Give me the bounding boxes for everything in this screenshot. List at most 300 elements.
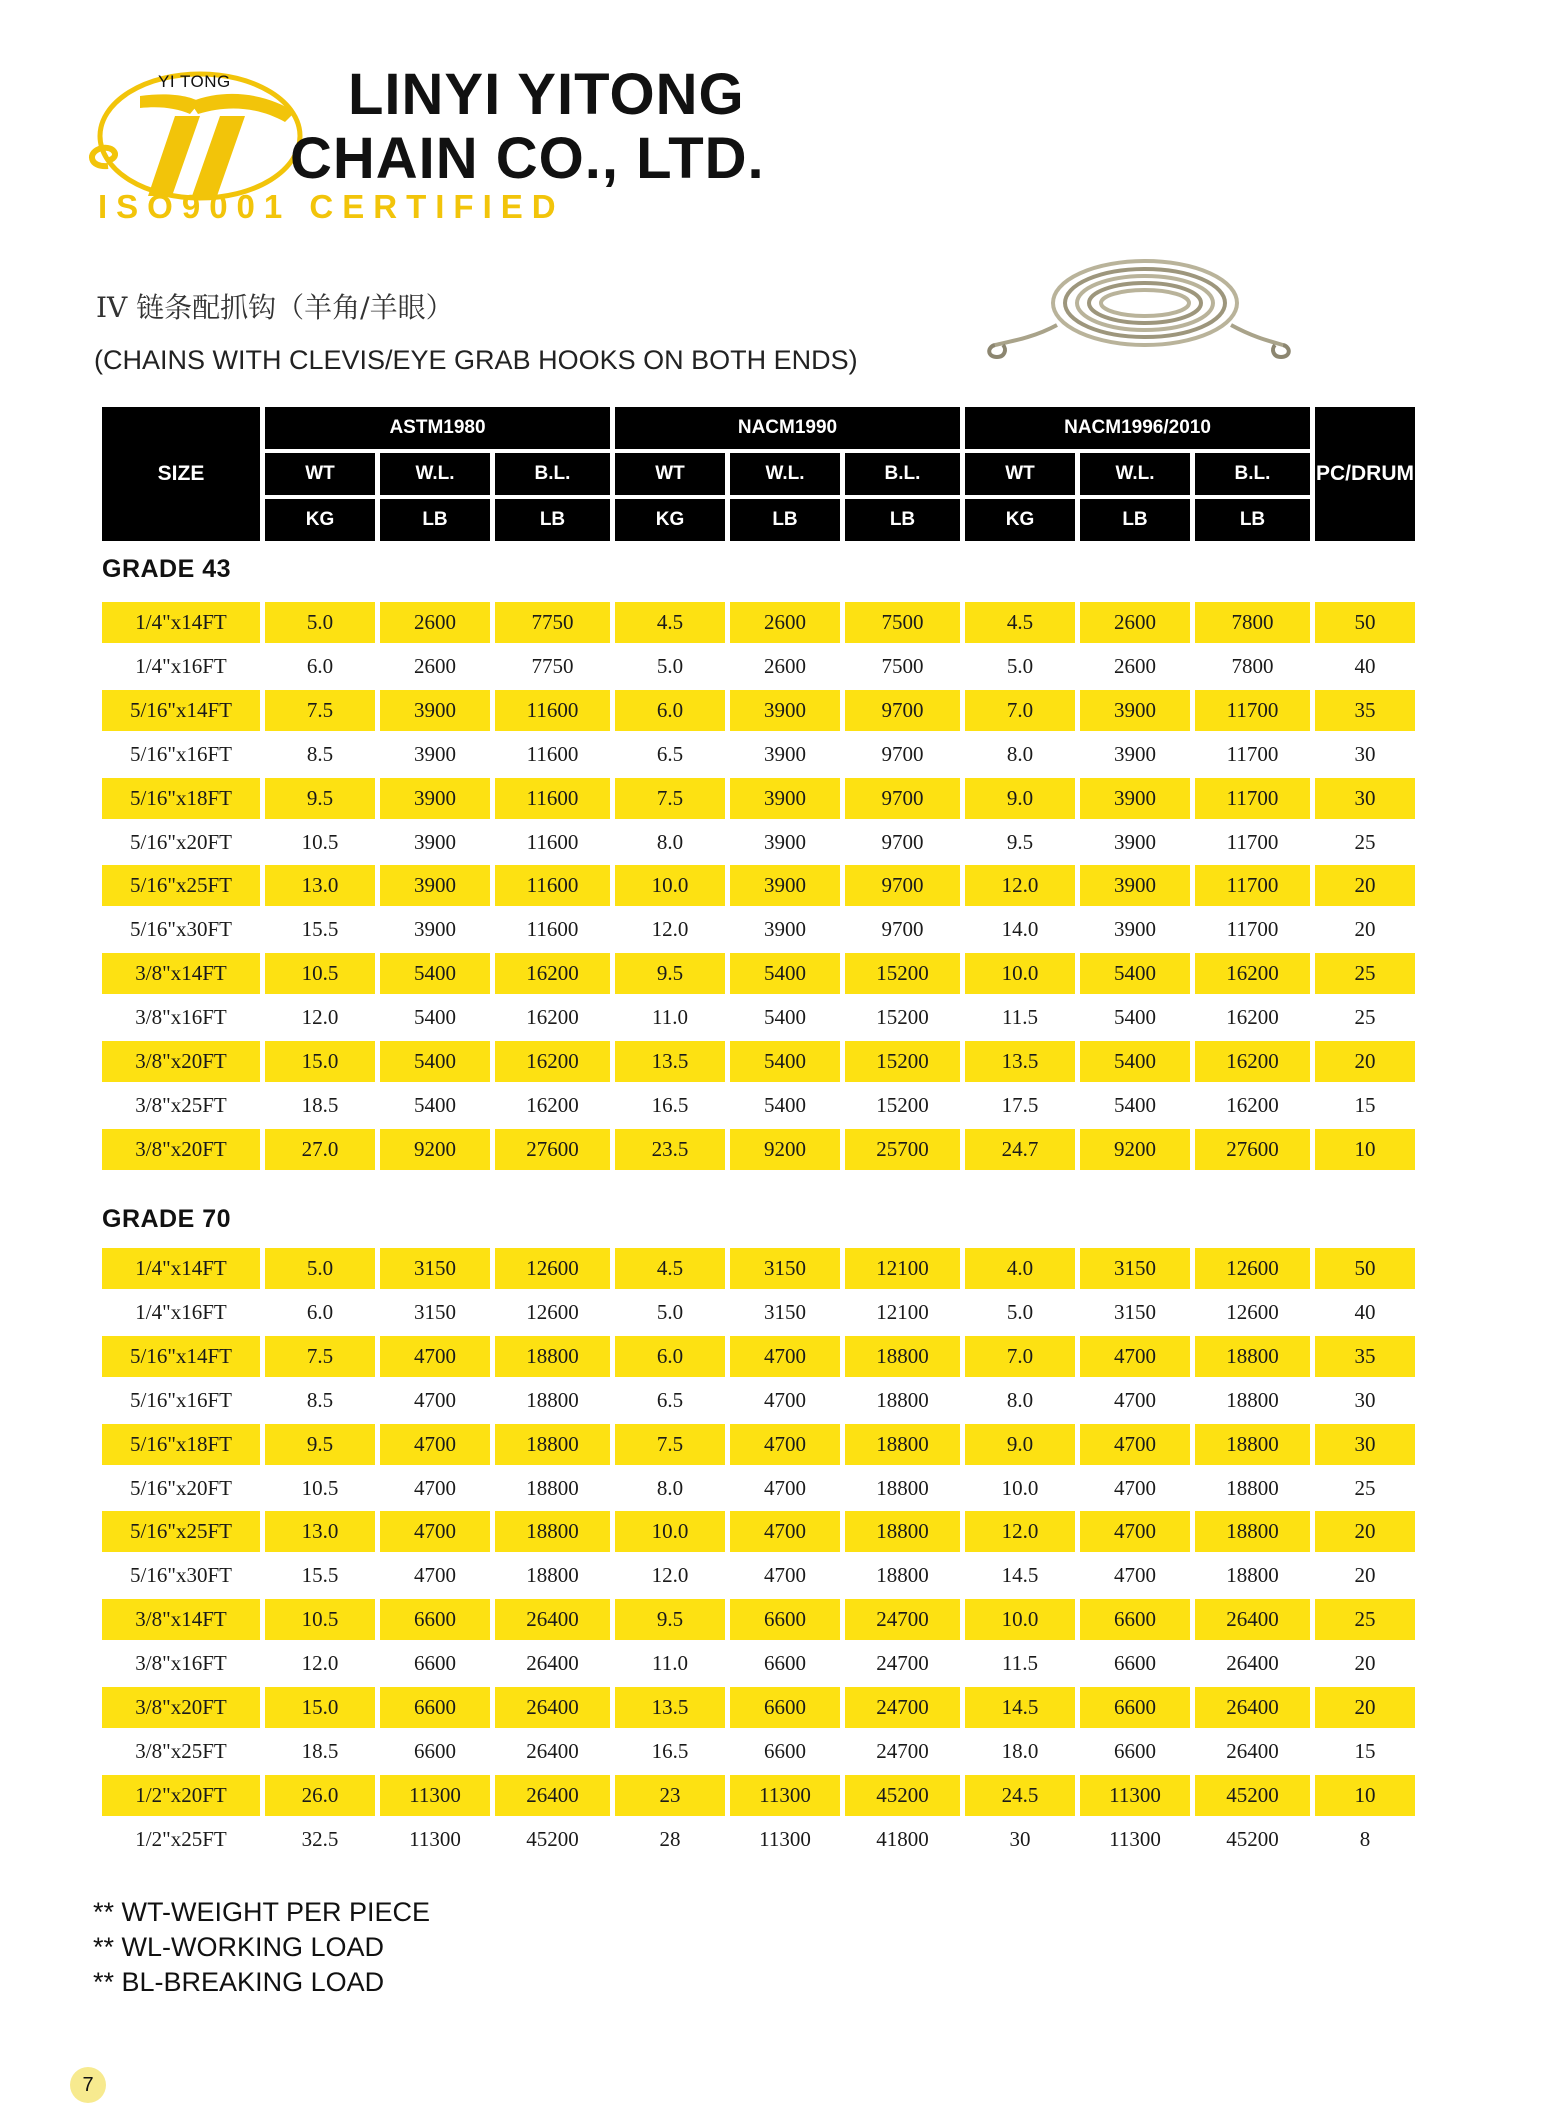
size-cell: 1/4"x14FT [102, 1248, 260, 1289]
value-cell: 5.0 [656, 1299, 684, 1324]
value-cell: 5.0 [265, 1248, 375, 1289]
value-cell: 4700 [730, 1424, 840, 1465]
value-cell: 18800 [1226, 1387, 1279, 1412]
value-cell: 3900 [1114, 741, 1156, 766]
value-cell: 18800 [1195, 1511, 1310, 1552]
header-size: SIZE [102, 407, 260, 541]
value-cell: 6600 [414, 1738, 456, 1763]
value-cell: 9.0 [965, 1424, 1075, 1465]
value-cell: 6600 [730, 1599, 840, 1640]
value-cell: 10 [1315, 1129, 1415, 1170]
value-cell: 16200 [1195, 953, 1310, 994]
value-cell: 14.5 [965, 1687, 1075, 1728]
size-cell: 1/4"x14FT [102, 602, 260, 643]
value-cell: 7750 [531, 653, 574, 678]
value-cell: 6.0 [306, 1299, 334, 1324]
value-cell: 25 [1354, 829, 1376, 854]
value-cell: 16.5 [651, 1092, 689, 1117]
value-cell: 4700 [764, 1387, 806, 1412]
value-cell: 2600 [1080, 602, 1190, 643]
value-cell: 11600 [526, 741, 579, 766]
value-cell: 12.0 [301, 1005, 339, 1030]
value-cell: 8.5 [306, 741, 334, 766]
size-cell: 5/16"x30FT [130, 1563, 232, 1588]
value-cell: 12.0 [965, 1511, 1075, 1552]
size-cell: 3/8"x14FT [102, 1599, 260, 1640]
value-cell: 10.0 [965, 1599, 1075, 1640]
value-cell: 2600 [414, 653, 456, 678]
value-cell: 6600 [380, 1599, 490, 1640]
value-cell: 15.0 [265, 1041, 375, 1082]
value-cell: 20 [1354, 917, 1376, 942]
value-cell: 15200 [845, 1041, 960, 1082]
value-cell: 20 [1315, 1041, 1415, 1082]
value-cell: 9200 [380, 1129, 490, 1170]
value-cell: 5400 [414, 1005, 456, 1030]
header-unit: KG [965, 499, 1075, 541]
value-cell: 13.0 [265, 865, 375, 906]
value-cell: 4700 [380, 1511, 490, 1552]
value-cell: 2600 [380, 602, 490, 643]
table-row [102, 1336, 1415, 1377]
value-cell: 18800 [1195, 1424, 1310, 1465]
value-cell: 5400 [380, 1041, 490, 1082]
chain-product-image [985, 245, 1295, 365]
value-cell: 12600 [495, 1248, 610, 1289]
size-cell: 5/16"x16FT [130, 1387, 232, 1412]
value-cell: 35 [1315, 1336, 1415, 1377]
table-row [102, 997, 1415, 1038]
value-cell: 11600 [495, 690, 610, 731]
table-row [102, 1468, 1415, 1509]
value-cell: 7.5 [615, 1424, 725, 1465]
value-cell: 11.5 [1002, 1651, 1038, 1676]
value-cell: 5400 [1080, 953, 1190, 994]
value-cell: 9.5 [265, 1424, 375, 1465]
value-cell: 12.0 [965, 865, 1075, 906]
value-cell: 30 [1009, 1826, 1031, 1851]
value-cell: 10.5 [301, 1475, 339, 1500]
value-cell: 5.0 [1006, 653, 1034, 678]
company-name-line1: LINYI YITONG [348, 62, 745, 127]
value-cell: 11300 [730, 1775, 840, 1816]
header-subcol: WT [265, 453, 375, 495]
size-cell: 3/8"x14FT [102, 953, 260, 994]
value-cell: 32.5 [301, 1826, 339, 1851]
value-cell: 15.5 [301, 1563, 339, 1588]
value-cell: 5400 [1114, 1092, 1156, 1117]
size-cell: 5/16"x25FT [102, 865, 260, 906]
value-cell: 10.0 [1001, 1475, 1039, 1500]
size-cell: 3/8"x20FT [102, 1041, 260, 1082]
value-cell: 45200 [1195, 1775, 1310, 1816]
value-cell: 25 [1315, 1599, 1415, 1640]
value-cell: 9.0 [965, 778, 1075, 819]
value-cell: 3900 [764, 829, 806, 854]
table-row [102, 1775, 1415, 1816]
value-cell: 20 [1315, 865, 1415, 906]
value-cell: 4.0 [965, 1248, 1075, 1289]
value-cell: 15.0 [265, 1687, 375, 1728]
value-cell: 8.0 [1006, 1387, 1034, 1412]
value-cell: 11300 [1109, 1826, 1161, 1851]
value-cell: 11300 [380, 1775, 490, 1816]
value-cell: 4700 [380, 1424, 490, 1465]
value-cell: 11700 [1226, 829, 1279, 854]
value-cell: 30 [1354, 741, 1376, 766]
value-cell: 11600 [526, 829, 579, 854]
header-subcol: WT [965, 453, 1075, 495]
value-cell: 10.0 [615, 865, 725, 906]
value-cell: 20 [1354, 1563, 1376, 1588]
notes [93, 1895, 430, 2000]
value-cell: 4.5 [615, 1248, 725, 1289]
value-cell: 3900 [414, 741, 456, 766]
value-cell: 3900 [1080, 778, 1190, 819]
value-cell: 6.0 [615, 690, 725, 731]
value-cell: 4700 [730, 1336, 840, 1377]
value-cell: 7.5 [265, 690, 375, 731]
size-cell: 5/16"x30FT [130, 917, 232, 942]
value-cell: 26400 [526, 1738, 579, 1763]
value-cell: 3900 [414, 829, 456, 854]
value-cell: 5400 [730, 1041, 840, 1082]
company-name-line2: CHAIN CO., LTD. [290, 126, 765, 191]
value-cell: 13.0 [265, 1511, 375, 1552]
value-cell: 18800 [876, 1563, 929, 1588]
value-cell: 12.0 [301, 1651, 339, 1676]
size-cell: 5/16"x16FT [130, 741, 232, 766]
value-cell: 12600 [526, 1299, 579, 1324]
header-unit: LB [1195, 499, 1310, 541]
value-cell: 20 [1315, 1687, 1415, 1728]
value-cell: 18.5 [301, 1092, 339, 1117]
value-cell: 24700 [845, 1599, 960, 1640]
value-cell: 15200 [876, 1005, 929, 1030]
logo-text: YI TONG [158, 72, 231, 91]
value-cell: 5400 [764, 1005, 806, 1030]
value-cell: 7.5 [615, 778, 725, 819]
value-cell: 14.5 [1001, 1563, 1039, 1588]
certification-label: ISO9001 CERTIFIED [98, 188, 565, 225]
value-cell: 3900 [1114, 829, 1156, 854]
value-cell: 26400 [1226, 1651, 1279, 1676]
value-cell: 7.5 [265, 1336, 375, 1377]
value-cell: 8.5 [306, 1387, 334, 1412]
value-cell: 12.0 [651, 917, 689, 942]
value-cell: 24700 [876, 1738, 929, 1763]
size-cell: 1/4"x16FT [135, 653, 227, 678]
table-row [102, 734, 1415, 775]
value-cell: 45200 [526, 1826, 579, 1851]
value-cell: 11700 [1195, 690, 1310, 731]
value-cell: 15 [1354, 1092, 1376, 1117]
value-cell: 16200 [1195, 1041, 1310, 1082]
value-cell: 18800 [845, 1424, 960, 1465]
value-cell: 6600 [1114, 1651, 1156, 1676]
value-cell: 27.0 [265, 1129, 375, 1170]
value-cell: 35 [1315, 690, 1415, 731]
value-cell: 45200 [845, 1775, 960, 1816]
value-cell: 10.0 [615, 1511, 725, 1552]
value-cell: 3900 [764, 741, 806, 766]
value-cell: 4700 [1114, 1475, 1156, 1500]
size-cell: 3/8"x20FT [102, 1687, 260, 1728]
size-cell: 3/8"x16FT [135, 1651, 227, 1676]
value-cell: 18800 [495, 1424, 610, 1465]
value-cell: 26400 [495, 1687, 610, 1728]
value-cell: 25 [1315, 953, 1415, 994]
value-cell: 16200 [526, 1092, 579, 1117]
value-cell: 16200 [495, 1041, 610, 1082]
value-cell: 26400 [1226, 1738, 1279, 1763]
value-cell: 18800 [526, 1563, 579, 1588]
value-cell: 27600 [1195, 1129, 1310, 1170]
value-cell: 8.0 [656, 1475, 684, 1500]
value-cell: 6600 [1080, 1687, 1190, 1728]
value-cell: 13.5 [615, 1041, 725, 1082]
value-cell: 27600 [495, 1129, 610, 1170]
value-cell: 24.5 [965, 1775, 1075, 1816]
header-unit: LB [1080, 499, 1190, 541]
value-cell: 50 [1315, 1248, 1415, 1289]
value-cell: 18.5 [301, 1738, 339, 1763]
value-cell: 4700 [1080, 1511, 1190, 1552]
value-cell: 18800 [526, 1387, 579, 1412]
table-row [102, 778, 1415, 819]
value-cell: 3150 [1080, 1248, 1190, 1289]
value-cell: 12.0 [651, 1563, 689, 1588]
size-cell: 5/16"x14FT [102, 690, 260, 731]
value-cell: 3900 [1080, 865, 1190, 906]
value-cell: 7.0 [965, 1336, 1075, 1377]
value-cell: 6600 [1080, 1599, 1190, 1640]
header-unit: LB [845, 499, 960, 541]
value-cell: 4700 [1114, 1387, 1156, 1412]
value-cell: 11700 [1226, 917, 1279, 942]
header-subcol: B.L. [1195, 453, 1310, 495]
value-cell: 9700 [845, 690, 960, 731]
header-subcol: W.L. [730, 453, 840, 495]
value-cell: 18800 [1226, 1563, 1279, 1588]
value-cell: 11700 [1226, 741, 1279, 766]
value-cell: 11700 [1195, 778, 1310, 819]
value-cell: 16200 [1226, 1005, 1279, 1030]
table-row [102, 865, 1415, 906]
value-cell: 5.0 [1006, 1299, 1034, 1324]
header-unit: KG [265, 499, 375, 541]
header-subcol: WT [615, 453, 725, 495]
value-cell: 8.0 [656, 829, 684, 854]
value-cell: 2600 [730, 602, 840, 643]
value-cell: 10.5 [265, 953, 375, 994]
size-cell: 3/8"x16FT [135, 1005, 227, 1030]
header-unit: LB [380, 499, 490, 541]
size-cell: 1/4"x16FT [135, 1299, 227, 1324]
size-cell: 5/16"x20FT [130, 1475, 232, 1500]
value-cell: 12100 [876, 1299, 929, 1324]
value-cell: 40 [1354, 653, 1376, 678]
value-cell: 11600 [526, 917, 579, 942]
size-cell: 5/16"x18FT [102, 1424, 260, 1465]
value-cell: 25700 [845, 1129, 960, 1170]
value-cell: 3900 [730, 778, 840, 819]
value-cell: 9.5 [615, 953, 725, 994]
table-row [102, 909, 1415, 950]
value-cell: 8 [1359, 1826, 1371, 1851]
value-cell: 16200 [526, 1005, 579, 1030]
value-cell: 4700 [1080, 1424, 1190, 1465]
value-cell: 20 [1315, 1511, 1415, 1552]
value-cell: 3900 [764, 917, 806, 942]
value-cell: 4700 [414, 1475, 456, 1500]
value-cell: 26400 [495, 1775, 610, 1816]
value-cell: 6600 [730, 1687, 840, 1728]
table-row [102, 1380, 1415, 1421]
value-cell: 30 [1354, 1387, 1376, 1412]
section-title-en: (CHAINS WITH CLEVIS/EYE GRAB HOOKS ON BOTH ENDS) [94, 345, 858, 375]
table-row [102, 1041, 1415, 1082]
table-row [102, 1731, 1415, 1772]
value-cell: 15200 [876, 1092, 929, 1117]
value-cell: 3900 [380, 865, 490, 906]
table-row [102, 1555, 1415, 1596]
value-cell: 11.0 [652, 1005, 688, 1030]
header-standard: ASTM1980 [265, 407, 610, 449]
value-cell: 28 [659, 1826, 681, 1851]
value-cell: 5.0 [265, 602, 375, 643]
value-cell: 3900 [414, 917, 456, 942]
value-cell: 4.5 [615, 602, 725, 643]
value-cell: 4700 [414, 1387, 456, 1412]
value-cell: 41800 [876, 1826, 929, 1851]
value-cell: 12600 [1226, 1299, 1279, 1324]
value-cell: 24700 [845, 1687, 960, 1728]
value-cell: 25 [1354, 1005, 1376, 1030]
table-row [102, 1687, 1415, 1728]
size-cell: 5/16"x18FT [102, 778, 260, 819]
value-cell: 4700 [414, 1563, 456, 1588]
value-cell: 12600 [1195, 1248, 1310, 1289]
value-cell: 24700 [876, 1651, 929, 1676]
note-working-load: ** WL-WORKING LOAD [93, 1932, 385, 1962]
size-cell: 1/2"x25FT [135, 1826, 227, 1851]
value-cell: 7800 [1231, 653, 1274, 678]
value-cell: 11300 [1080, 1775, 1190, 1816]
value-cell: 3900 [1080, 690, 1190, 731]
size-cell: 3/8"x20FT [102, 1129, 260, 1170]
value-cell: 26400 [495, 1599, 610, 1640]
value-cell: 45200 [1226, 1826, 1279, 1851]
value-cell: 18800 [845, 1336, 960, 1377]
value-cell: 18800 [1226, 1475, 1279, 1500]
value-cell: 9.5 [1006, 829, 1034, 854]
header-subcol: B.L. [845, 453, 960, 495]
value-cell: 6.5 [656, 1387, 684, 1412]
value-cell: 18800 [845, 1511, 960, 1552]
value-cell: 10 [1315, 1775, 1415, 1816]
table-row [102, 822, 1415, 863]
header-unit: LB [495, 499, 610, 541]
value-cell: 4700 [730, 1511, 840, 1552]
value-cell: 26400 [1195, 1687, 1310, 1728]
value-cell: 18800 [876, 1475, 929, 1500]
value-cell: 18800 [1195, 1336, 1310, 1377]
value-cell: 6.0 [306, 653, 334, 678]
table-row [102, 602, 1415, 643]
value-cell: 11600 [495, 865, 610, 906]
value-cell: 11300 [409, 1826, 461, 1851]
value-cell: 3150 [380, 1248, 490, 1289]
value-cell: 9.5 [615, 1599, 725, 1640]
table-row [102, 1292, 1415, 1333]
value-cell: 18800 [526, 1475, 579, 1500]
value-cell: 18800 [495, 1511, 610, 1552]
value-cell: 13.5 [965, 1041, 1075, 1082]
value-cell: 24.7 [965, 1129, 1075, 1170]
section-title-cn: IV 链条配抓钩（羊角/羊眼） [96, 291, 454, 324]
value-cell: 4700 [764, 1475, 806, 1500]
value-cell: 7500 [881, 653, 924, 678]
value-cell: 9.5 [265, 778, 375, 819]
value-cell: 3150 [414, 1299, 456, 1324]
value-cell: 11700 [1195, 865, 1310, 906]
value-cell: 23 [615, 1775, 725, 1816]
value-cell: 3900 [730, 865, 840, 906]
value-cell: 13.5 [615, 1687, 725, 1728]
value-cell: 50 [1315, 602, 1415, 643]
value-cell: 18800 [876, 1387, 929, 1412]
value-cell: 4700 [380, 1336, 490, 1377]
value-cell: 7800 [1195, 602, 1310, 643]
value-cell: 26400 [526, 1651, 579, 1676]
value-cell: 6600 [764, 1738, 806, 1763]
table-row [102, 1819, 1415, 1860]
value-cell: 4700 [764, 1563, 806, 1588]
table-row [102, 1129, 1415, 1170]
header-standard: NACM1996/2010 [965, 407, 1310, 449]
value-cell: 30 [1315, 778, 1415, 819]
value-cell: 11.0 [652, 1651, 688, 1676]
value-cell: 9700 [845, 865, 960, 906]
value-cell: 3900 [380, 778, 490, 819]
value-cell: 16200 [495, 953, 610, 994]
value-cell: 6600 [380, 1687, 490, 1728]
value-cell: 2600 [764, 653, 806, 678]
value-cell: 30 [1315, 1424, 1415, 1465]
value-cell: 10.5 [265, 1599, 375, 1640]
value-cell: 5.0 [656, 653, 684, 678]
value-cell: 2600 [1114, 653, 1156, 678]
note-breaking-load: ** BL-BREAKING LOAD [93, 1967, 385, 1997]
value-cell: 9700 [881, 829, 924, 854]
value-cell: 6600 [1114, 1738, 1156, 1763]
value-cell: 10.0 [965, 953, 1075, 994]
value-cell: 9200 [1080, 1129, 1190, 1170]
value-cell: 7500 [845, 602, 960, 643]
value-cell: 26.0 [265, 1775, 375, 1816]
value-cell: 8.0 [1006, 741, 1034, 766]
value-cell: 20 [1354, 1651, 1376, 1676]
value-cell: 5400 [1114, 1005, 1156, 1030]
value-cell: 3150 [764, 1299, 806, 1324]
size-cell: 5/16"x14FT [102, 1336, 260, 1377]
value-cell: 3900 [380, 690, 490, 731]
value-cell: 17.5 [1001, 1092, 1039, 1117]
value-cell: 18800 [495, 1336, 610, 1377]
size-cell: 1/2"x20FT [102, 1775, 260, 1816]
value-cell: 6600 [764, 1651, 806, 1676]
